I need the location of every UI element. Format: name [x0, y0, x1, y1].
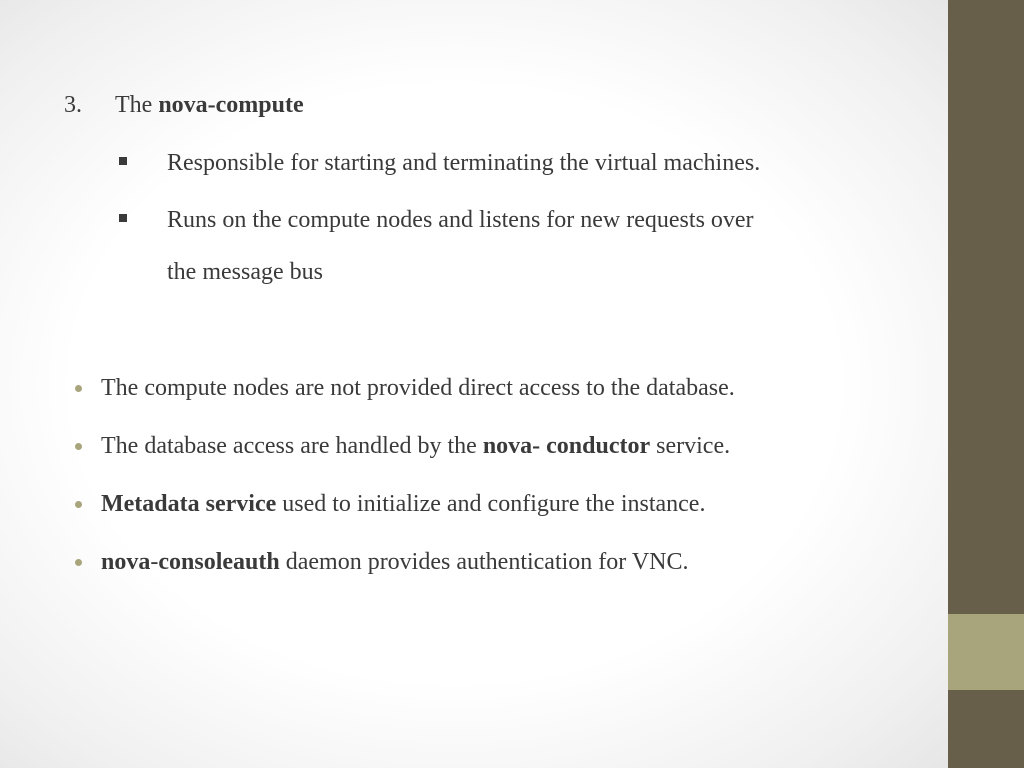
square-bullet-icon	[119, 157, 127, 165]
side-accent-block	[948, 614, 1024, 690]
bullet-4-bold: nova	[101, 549, 151, 575]
bullet-4-mid: -	[150, 549, 159, 575]
sub-item-2-line-1: Runs on the compute nodes and listens for new requests over	[167, 207, 754, 233]
sub-item-1: Responsible for starting and terminating the virtual machines.	[167, 150, 761, 176]
bullet-4	[101, 548, 689, 576]
bullet-4-bold-2: consoleauth	[158, 549, 280, 575]
heading-line	[115, 91, 304, 119]
heading-prefix: The	[115, 92, 159, 118]
list-number: 3.	[64, 92, 82, 118]
bullet-1: The compute nodes are not provided direct access to the database.	[101, 375, 735, 401]
bullet-4-post: daemon provides authentication for VNC.	[279, 549, 689, 575]
bullet-3-post: used to initialize and configure the instance.	[276, 491, 706, 517]
square-bullet-icon	[119, 214, 127, 222]
bullet-2-pre: The database access are handled by the	[101, 433, 483, 459]
bullet-icon	[75, 385, 82, 392]
bullet-3	[101, 490, 705, 518]
heading-bold: nova-compute	[158, 92, 304, 118]
bullet-2	[101, 432, 730, 460]
bullet-2-post: service.	[650, 433, 731, 459]
bullet-icon	[75, 501, 82, 508]
sub-item-2-line-2: the message bus	[167, 259, 323, 285]
bullet-2-bold: nova- conductor	[482, 433, 651, 459]
bullet-3-bold: Metadata service	[101, 491, 277, 517]
bullet-icon	[75, 559, 82, 566]
bullet-icon	[75, 443, 82, 450]
